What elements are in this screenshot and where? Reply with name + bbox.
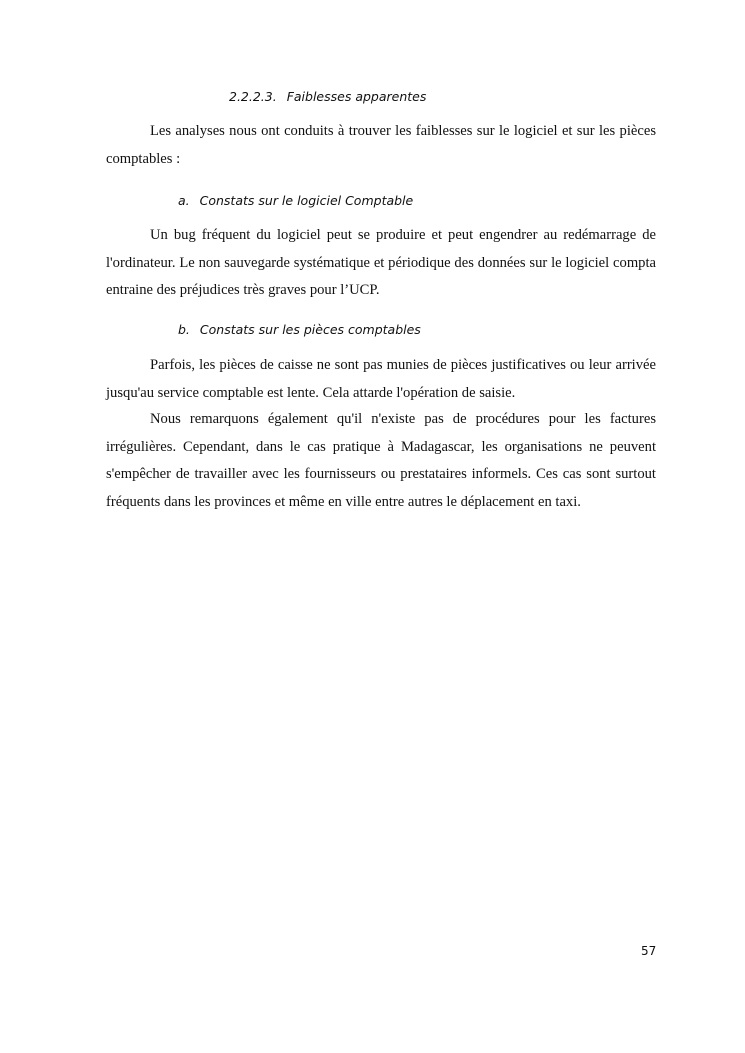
- section-heading: [229, 89, 426, 104]
- subsection-a-title: Constats sur le logiciel Comptable: [199, 193, 414, 208]
- subsection-a-paragraph: Un bug fréquent du logiciel peut se produire et peut engendrer au redémarrage de l'ordinateur. Le non sauvegarde systématique et périodique des données sur le logiciel compta entraine des préjudices très graves pour l’UCP.: [106, 227, 656, 298]
- subsection-b-paragraph-1: Parfois, les pièces de caisse ne sont pas munies de pièces justificatives ou leur arrivée jusqu'au service comptable est lente. Cela attarde l'opération de saisie.: [106, 357, 656, 401]
- subsection-b-paragraph-2: Nous remarquons également qu'il n'existe pas de procédures pour les factures irrégulières. Cependant, dans le cas pratique à Madagascar, les organisations ne peuvent s'empêcher de travailler avec les fournisseurs ou prestataires informels. Ces cas sont surtout fréquents dans les provinces et même en ville entre autres le déplacement en taxi.: [106, 411, 656, 510]
- subsection-a-heading: [178, 193, 413, 208]
- subsection-a-letter: a.: [178, 193, 190, 208]
- section-number: 2.2.2.3.: [229, 89, 277, 104]
- subsection-b-letter: b.: [178, 322, 190, 337]
- subsection-b-title: Constats sur les pièces comptables: [199, 322, 421, 337]
- page-number: 57: [641, 944, 657, 958]
- subsection-b-heading: [178, 322, 421, 337]
- section-title: Faiblesses apparentes: [286, 89, 427, 104]
- section-intro-paragraph: Les analyses nous ont conduits à trouver les faiblesses sur le logiciel et sur les pièces comptables :: [106, 123, 656, 167]
